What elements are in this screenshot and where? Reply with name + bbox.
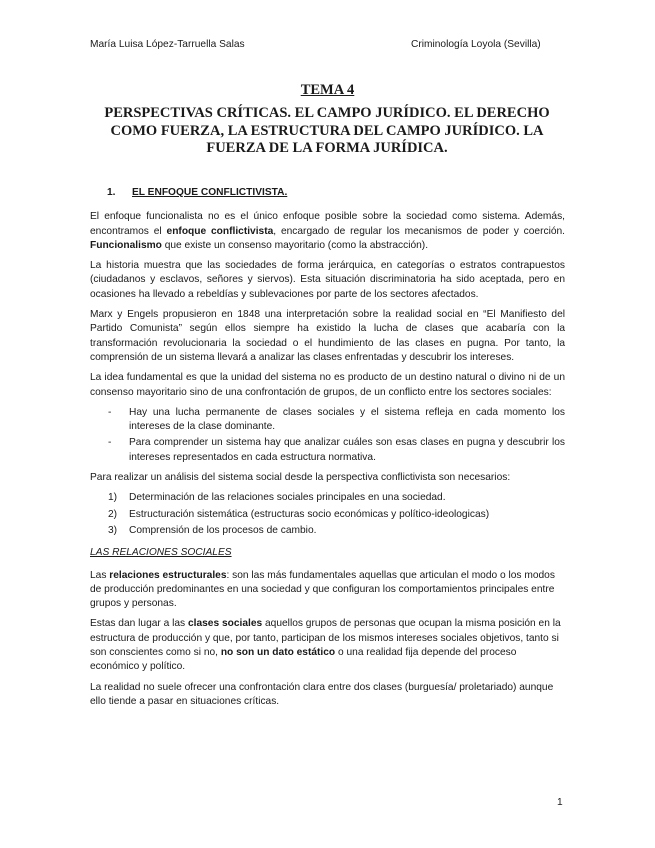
list-item (90, 491, 565, 505)
list-marker: - (108, 406, 112, 418)
document-title: TEMA 4 (300, 82, 355, 98)
text-run: Las (90, 569, 110, 581)
bold-term: relaciones estructurales (109, 569, 227, 581)
page-number: 1 (557, 797, 563, 808)
paragraph-4: La idea fundamental es que la unidad del sistema no es producto de un destino natural o divino ni de un consenso mayoritario sino de una confrontación de grupos, de un conflicto entre los sectores sociales: (90, 372, 565, 398)
text-run: que existe un consenso mayoritario (como la abstracción). (161, 239, 429, 251)
list-item (90, 436, 565, 465)
list-item-text: Determinación de las relaciones sociales principales en una sociedad. (129, 492, 446, 504)
header-course: Criminología Loyola (Sevilla) (411, 39, 541, 50)
list-marker: 1) (108, 492, 118, 504)
subheading: LAS RELACIONES SOCIALES (90, 547, 232, 559)
list-marker: 3) (108, 524, 118, 536)
numbered-list (90, 491, 565, 538)
list-item (90, 406, 565, 435)
list-item (90, 524, 565, 538)
paragraph-8: La realidad no suele ofrecer una confrontación clara entre dos clases (burguesía/ proletariado) aunque ello tiende a pasar en situaciones críticas. (90, 681, 554, 707)
section-heading (90, 186, 565, 200)
list-marker: - (108, 437, 112, 449)
list-item (90, 508, 565, 522)
document-subtitle: PERSPECTIVAS CRÍTICAS. EL CAMPO JURÍDICO. EL DERECHO COMO FUERZA, LA ESTRUCTURA DEL CAMPO JURÍDICO. LA FUERZA DE LA FORMA JURÍDICA. (104, 105, 550, 156)
paragraph-1 (90, 210, 565, 253)
bold-term: no son un dato estático (220, 647, 336, 659)
document-body (90, 186, 565, 715)
section-label: EL ENFOQUE CONFLICTIVISTA. (132, 187, 288, 198)
bold-term: Funcionalismo (90, 239, 162, 251)
bold-term: enfoque conflictivista (166, 225, 274, 237)
list-item-text: Hay una lucha permanente de clases sociales y el sistema refleja en cada momento los intereses de la clase dominante. (129, 406, 565, 433)
bold-term: clases sociales (187, 618, 263, 630)
header-author: María Luisa López-Tarruella Salas (90, 39, 245, 50)
paragraph-6 (90, 569, 565, 612)
list-item-text: Para comprender un sistema hay que analizar cuáles son esas clases en pugna y descubrir los intereses representados en cada estructura normativa. (129, 437, 565, 463)
list-item-text: Comprensión de los procesos de cambio. (129, 524, 317, 536)
text-run: Estas dan lugar a las (90, 618, 188, 630)
dash-list (90, 406, 565, 465)
paragraph-2: La historia muestra que las sociedades de forma jerárquica, en categorías o estratos contrapuestos (ciudadanos y esclavos, señores y siervos). Esta situación discriminatoria ha sido aceptada, pero en ocasiones ha llevado a rebeldías y sublevaciones por parte de los sectores afectados. (90, 260, 565, 300)
text-run: : son las más fundamentales aquellas que articulan el modo o los modos de producción predominantes en una sociedad y que configuran los comportamientos principales entre grupos y personas. (90, 569, 555, 610)
text-run: aquellos grupos de personas que ocupan la misma posición en la estructura de producción y que, por tanto, participan de los mismos intereses sociales objetivos, tanto si son conscientes como si no, (90, 618, 561, 659)
text-run: o una realidad fija depende del proceso económico y político. (90, 647, 517, 673)
paragraph-7 (90, 617, 565, 674)
paragraph-3: Marx y Engels propusieron en 1848 una interpretación sobre la realidad social en “El Manifiesto del Partido Comunista” según ellos siempre ha existido la lucha de clases que acabaría con la transformación revolucionaria la sociedad o el hundimiento de las clases en pugna. Por tanto, la comprensión de un sistema llevará a analizar las clases enfrentadas y descubrir los intereses. (90, 309, 565, 363)
paragraph-5: Para realizar un análisis del sistema social desde la perspectiva conflictivista son necesarios: (90, 472, 511, 484)
list-item-text: Estructuración sistemática (estructuras socio económicas y político-ideologicas) (129, 508, 490, 520)
text-run: El enfoque funcionalista no es el único enfoque posible sobre la sociedad como sistema. Además, encontramos el (90, 211, 565, 237)
text-run: , encargado de regular los mecanismos de poder y coerción. (273, 225, 565, 237)
section-number: 1. (107, 187, 116, 198)
list-marker: 2) (108, 508, 118, 520)
